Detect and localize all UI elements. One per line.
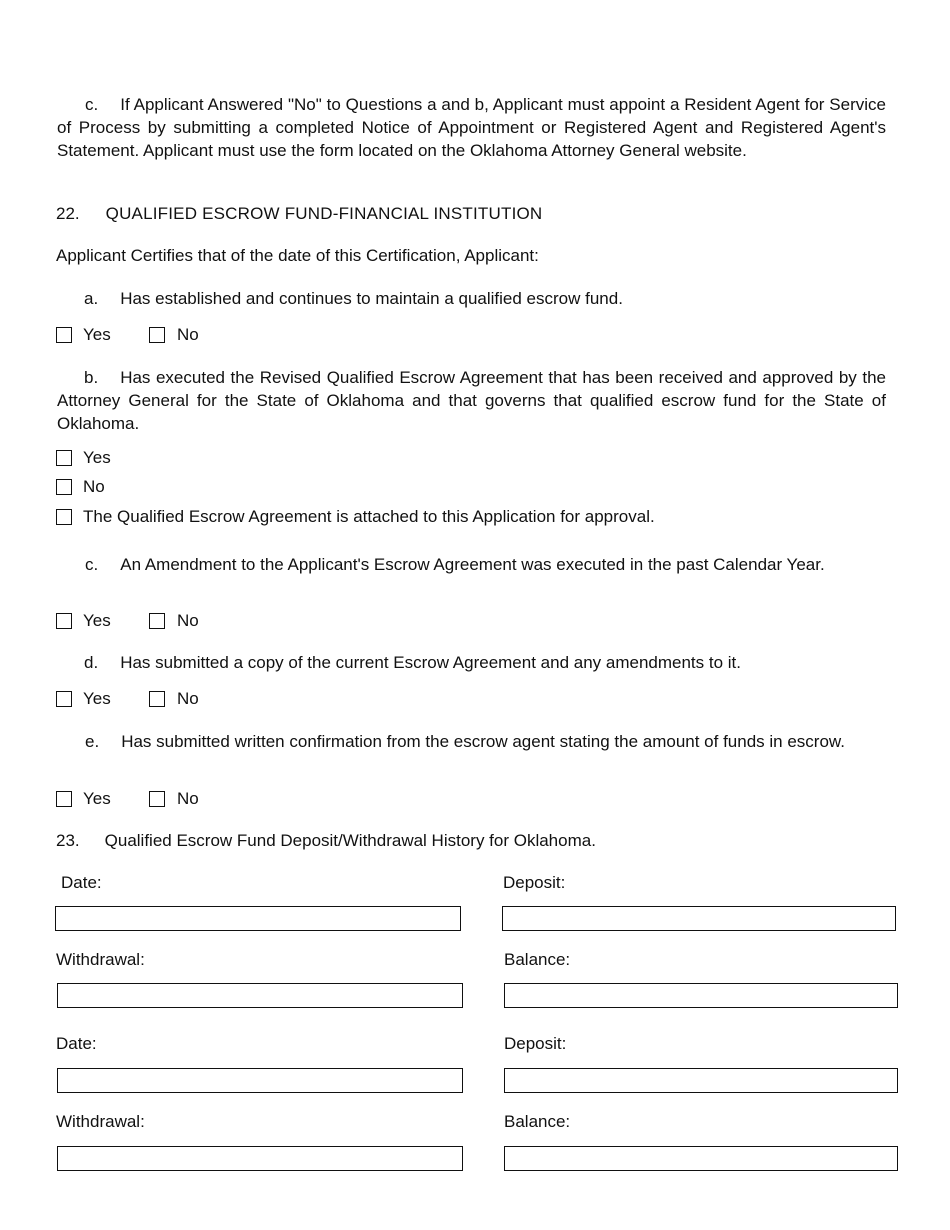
section-22-number: 22. [56, 204, 80, 223]
balance-2-label: Balance: [504, 1112, 571, 1131]
question-22d-yes-checkbox[interactable] [56, 691, 72, 707]
question-22d [84, 653, 741, 673]
question-22c-text: An Amendment to the Applicant's Escrow Agreement was executed in the past Calendar Year. [120, 555, 825, 574]
balance-1-label: Balance: [504, 950, 571, 969]
question-21c [57, 93, 886, 162]
balance-1-field[interactable] [504, 983, 898, 1008]
question-22c-yes-checkbox[interactable] [56, 613, 72, 629]
question-22e-letter: e. [85, 732, 100, 751]
question-22b-no-checkbox[interactable] [56, 479, 72, 495]
question-22c-no-label: No [177, 611, 199, 630]
question-22a-letter: a. [84, 289, 99, 308]
question-22b-letter: b. [84, 368, 99, 387]
deposit-1-label: Deposit: [503, 873, 566, 892]
question-22d-yes-label: Yes [83, 689, 111, 708]
question-22e-text: Has submitted written confirmation from the escrow agent stating the amount of funds in escrow. [121, 732, 845, 751]
section-22-intro: Applicant Certifies that of the date of this Certification, Applicant: [56, 246, 539, 265]
question-22b [57, 366, 886, 435]
section-22-title: QUALIFIED ESCROW FUND-FINANCIAL INSTITUTION [105, 204, 543, 223]
question-22b-yes-checkbox[interactable] [56, 450, 72, 466]
deposit-1-field[interactable] [502, 906, 896, 931]
question-22e [57, 730, 886, 753]
question-22e-no-label: No [177, 789, 199, 808]
deposit-2-label: Deposit: [504, 1034, 567, 1053]
question-21c-text: If Applicant Answered "No" to Questions a and b, Applicant must appoint a Resident Agent for Service of Process by submitting a completed Notice of Appointment or Registered Agent and Registered Agent's Statement. Applicant must use the form located on the Oklahoma Attorney General website. [57, 95, 886, 160]
withdrawal-2-label: Withdrawal: [56, 1112, 145, 1131]
question-22b-yes-label: Yes [83, 448, 111, 467]
question-22a-no-checkbox[interactable] [149, 327, 165, 343]
question-22e-yes-label: Yes [83, 789, 111, 808]
section-23-heading [56, 831, 596, 851]
question-22d-no-checkbox[interactable] [149, 691, 165, 707]
date-1-label: Date: [61, 873, 102, 892]
question-22a-text: Has established and continues to maintain a qualified escrow fund. [120, 289, 623, 308]
section-22-heading [56, 204, 542, 224]
question-22c [57, 553, 886, 576]
question-22d-text: Has submitted a copy of the current Escrow Agreement and any amendments to it. [120, 653, 742, 672]
question-22a-no-label: No [177, 325, 199, 344]
question-22d-letter: d. [84, 653, 99, 672]
balance-2-field[interactable] [504, 1146, 898, 1171]
question-22a-yes-checkbox[interactable] [56, 327, 72, 343]
withdrawal-2-field[interactable] [57, 1146, 463, 1171]
date-1-field[interactable] [55, 906, 461, 931]
question-22e-no-checkbox[interactable] [149, 791, 165, 807]
section-23-title: Qualified Escrow Fund Deposit/Withdrawal History for Oklahoma. [104, 831, 596, 850]
question-22c-letter: c. [85, 555, 99, 574]
question-22e-yes-checkbox[interactable] [56, 791, 72, 807]
question-21c-letter: c. [85, 95, 99, 114]
question-22c-no-checkbox[interactable] [149, 613, 165, 629]
section-23-number: 23. [56, 831, 80, 850]
question-22b-no-label: No [83, 477, 105, 496]
withdrawal-1-label: Withdrawal: [56, 950, 145, 969]
question-22b-text: Has executed the Revised Qualified Escrow Agreement that has been received and approved by the Attorney General for the State of Oklahoma and that governs that qualified escrow fund for the State of Oklahoma. [57, 368, 886, 433]
question-22b-attached-checkbox[interactable] [56, 509, 72, 525]
deposit-2-field[interactable] [504, 1068, 898, 1093]
question-22a [84, 289, 623, 309]
withdrawal-1-field[interactable] [57, 983, 463, 1008]
question-22d-no-label: No [177, 689, 199, 708]
question-22b-attached-label: The Qualified Escrow Agreement is attached to this Application for approval. [83, 507, 655, 526]
date-2-label: Date: [56, 1034, 97, 1053]
date-2-field[interactable] [57, 1068, 463, 1093]
question-22a-yes-label: Yes [83, 325, 111, 344]
question-22c-yes-label: Yes [83, 611, 111, 630]
